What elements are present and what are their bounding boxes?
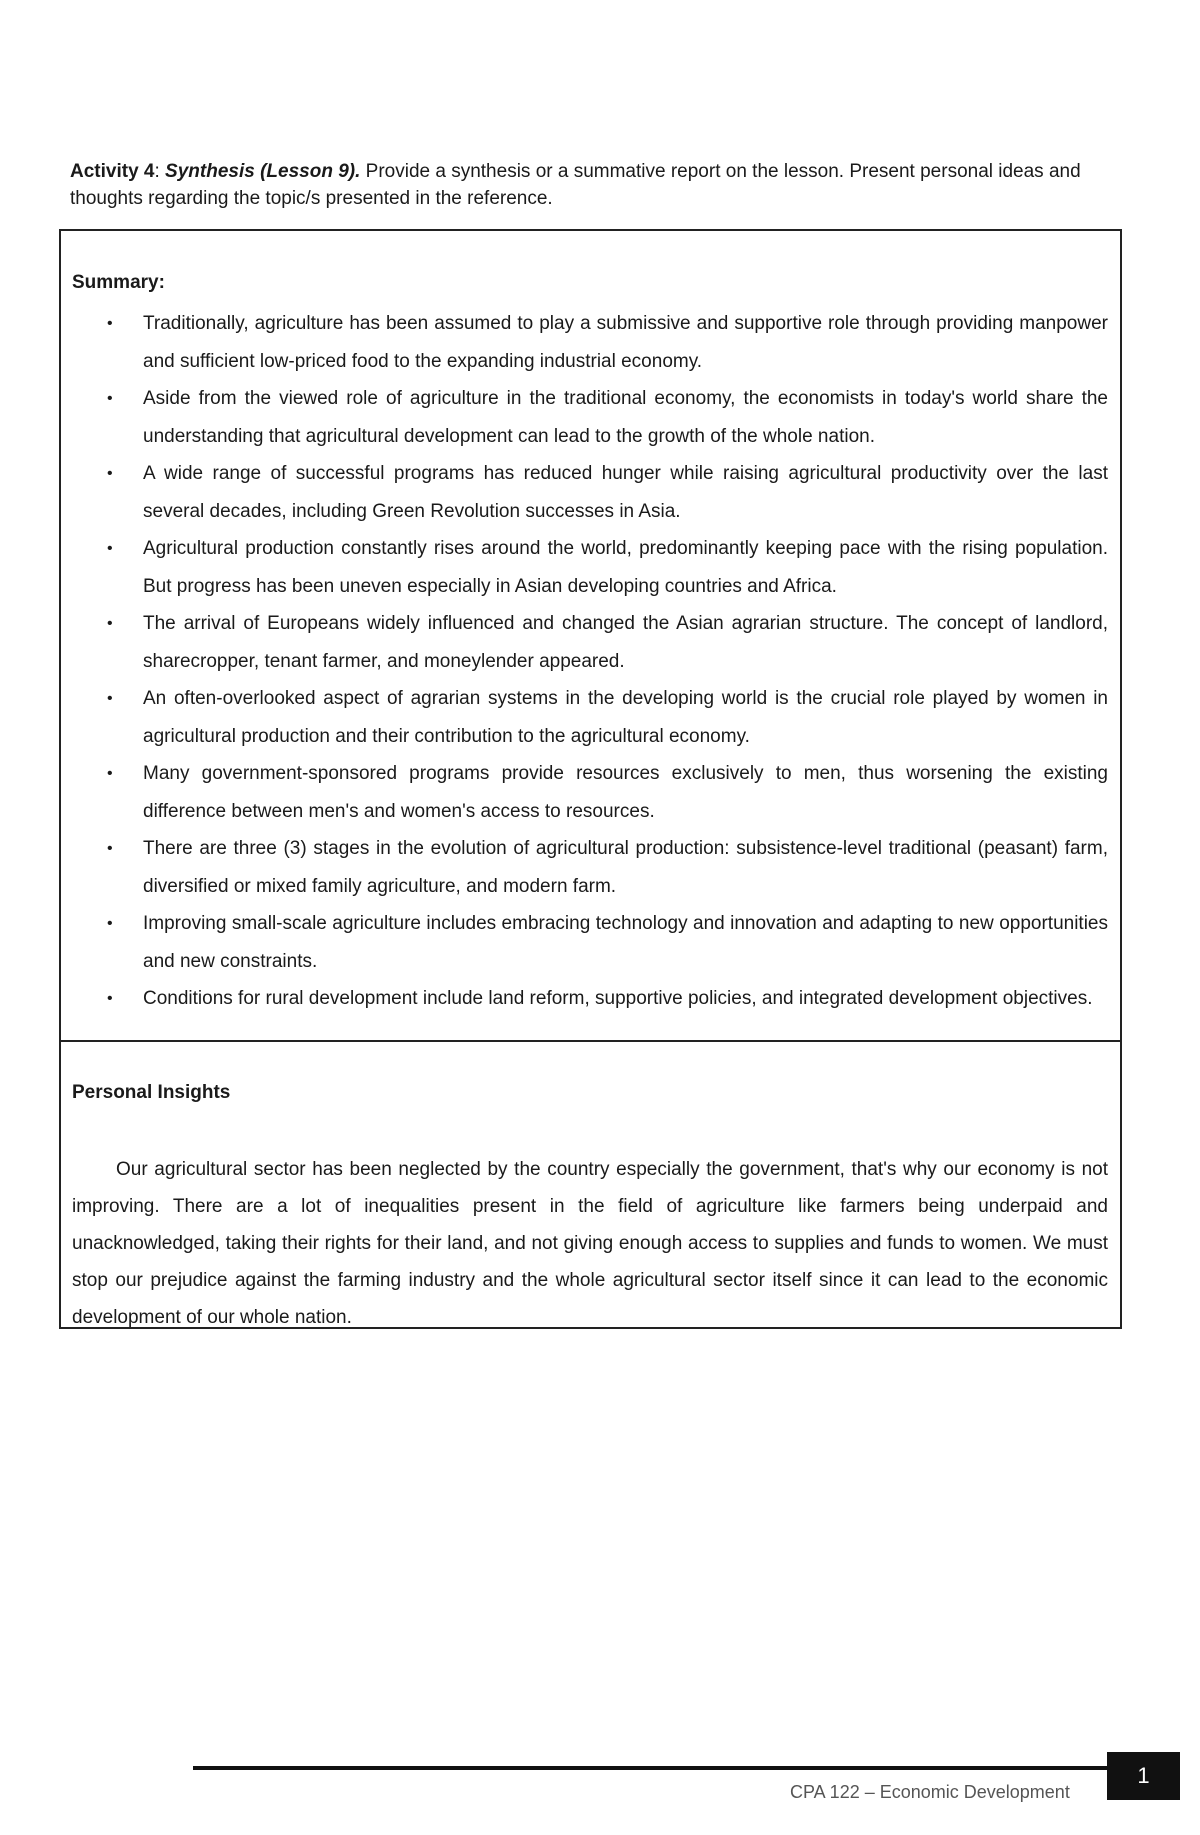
- bullet-icon: •: [107, 540, 113, 557]
- summary-item-text: Agricultural production constantly rises around the world, predominantly keeping pace with the rising population. But progress has been uneven especially in Asian developing countries and Africa.: [143, 538, 1108, 597]
- bullet-icon: •: [107, 390, 113, 407]
- page-number-badge: [1107, 1752, 1180, 1800]
- summary-box: [59, 229, 1122, 1042]
- summary-list: [61, 305, 1120, 1018]
- summary-item: [61, 755, 1120, 830]
- summary-item: [61, 305, 1120, 380]
- activity-description: Provide a synthesis or a summative report on the lesson. Present personal ideas and thoughts regarding the topic/s presented in the reference.: [70, 161, 1081, 209]
- footer-course-label: CPA 122 – Economic Development: [790, 1782, 1070, 1802]
- bullet-icon: •: [107, 615, 113, 632]
- bullet-icon: •: [107, 690, 113, 707]
- activity-instructions: [70, 158, 1125, 212]
- summary-item: [61, 530, 1120, 605]
- bullet-icon: •: [107, 765, 113, 782]
- summary-title: Summary:: [72, 272, 165, 293]
- summary-item-text: There are three (3) stages in the evolution of agricultural production: subsistence-level traditional (peasant) farm, diversified or mixed family agriculture, and modern farm.: [143, 838, 1108, 897]
- summary-item: [61, 605, 1120, 680]
- summary-item-text: The arrival of Europeans widely influenced and changed the Asian agrarian structure. The concept of landlord, sharecropper, tenant farmer, and moneylender appeared.: [143, 613, 1108, 672]
- insights-paragraph: Our agricultural sector has been neglected by the country especially the government, that's why our economy is not improving. There are a lot of inequalities present in the field of agriculture like farmers being underpaid and unacknowledged, taking their rights for their land, and not giving enough access to supplies and funds to women. We must stop our prejudice against the farming industry and the whole agricultural sector itself since it can lead to the economic development of our whole nation.: [72, 1159, 1108, 1328]
- summary-item-text: Traditionally, agriculture has been assumed to play a submissive and supportive role through providing manpower and sufficient low-priced food to the expanding industrial economy.: [143, 313, 1108, 372]
- summary-item: [61, 455, 1120, 530]
- bullet-icon: •: [107, 465, 113, 482]
- summary-item-text: Aside from the viewed role of agriculture in the traditional economy, the economists in today's world share the understanding that agricultural development can lead to the growth of the whole nation.: [143, 388, 1108, 447]
- summary-item: [61, 830, 1120, 905]
- summary-item-text: Improving small-scale agriculture includes embracing technology and innovation and adapting to new opportunities and new constraints.: [143, 913, 1108, 972]
- summary-item: [61, 680, 1120, 755]
- summary-item-text: Conditions for rural development include land reform, supportive policies, and integrated development objectives.: [143, 988, 1093, 1009]
- page-number: 1: [1137, 1763, 1150, 1788]
- footer-rule: [193, 1766, 1108, 1770]
- activity-label: Activity 4: [70, 161, 155, 182]
- bullet-icon: •: [107, 915, 113, 932]
- bullet-icon: •: [107, 840, 113, 857]
- summary-item-text: A wide range of successful programs has reduced hunger while raising agricultural productivity over the last several decades, including Green Revolution successes in Asia.: [143, 463, 1108, 522]
- insights-box: [59, 1040, 1122, 1329]
- summary-item: [61, 380, 1120, 455]
- summary-item-text: Many government-sponsored programs provide resources exclusively to men, thus worsening the existing difference between men's and women's access to resources.: [143, 763, 1108, 822]
- summary-item-text: An often-overlooked aspect of agrarian systems in the developing world is the crucial role played by women in agricultural production and their contribution to the agricultural economy.: [143, 688, 1108, 747]
- activity-topic: Synthesis (Lesson 9).: [165, 161, 361, 182]
- summary-item: [61, 980, 1120, 1018]
- bullet-icon: •: [107, 315, 113, 332]
- summary-item: [61, 905, 1120, 980]
- insights-title: Personal Insights: [72, 1082, 231, 1103]
- activity-separator: :: [154, 161, 166, 182]
- bullet-icon: •: [107, 990, 113, 1007]
